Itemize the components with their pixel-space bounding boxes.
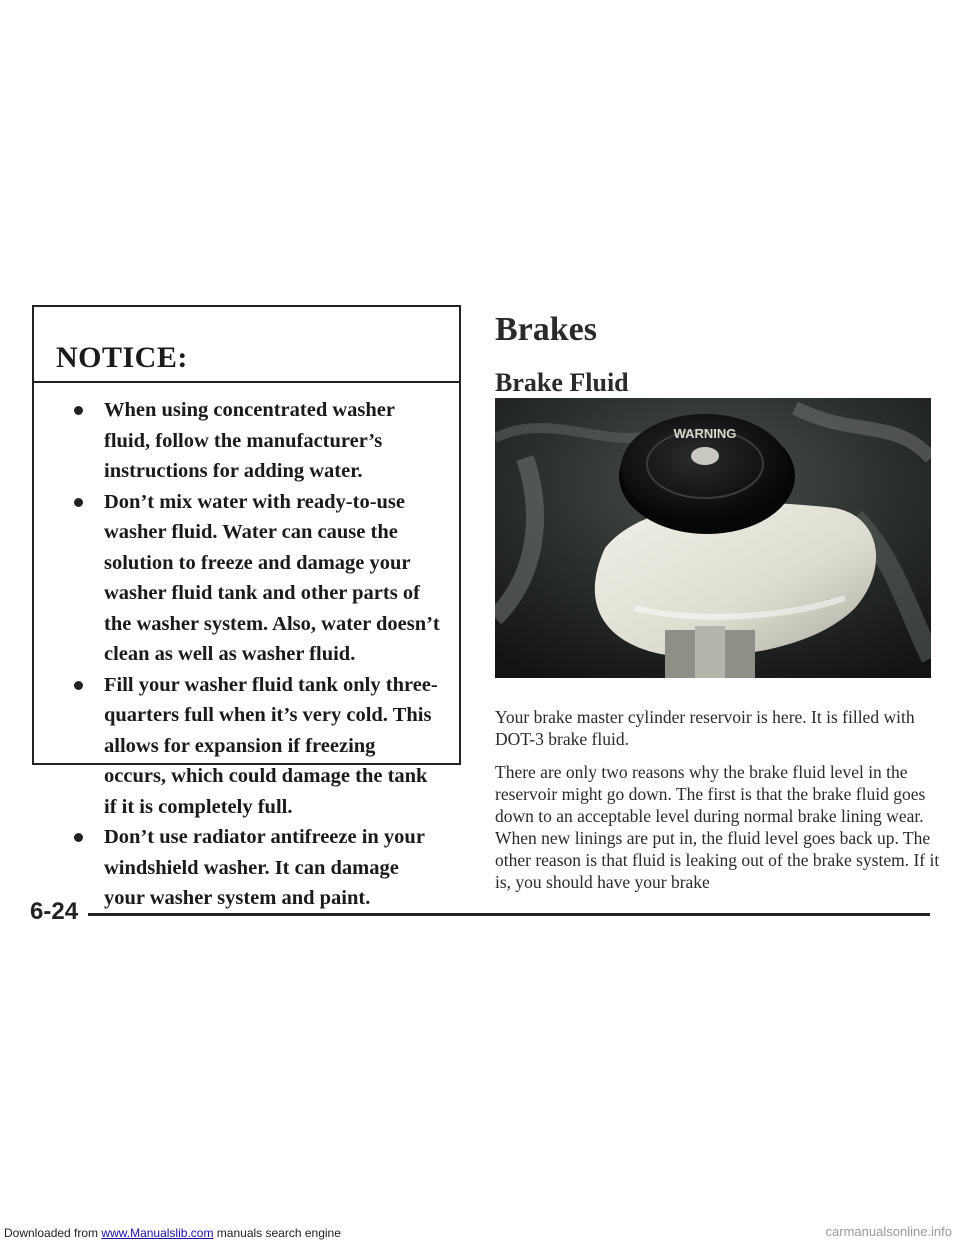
page-divider bbox=[88, 913, 930, 916]
notice-box bbox=[32, 305, 461, 909]
cap-warning-text: WARNING bbox=[673, 426, 737, 441]
section-subtitle: Brake Fluid bbox=[495, 368, 629, 397]
watermark: carmanualsonline.info bbox=[825, 1224, 952, 1239]
notice-item: Fill your washer fluid tank only three-quarters full when it’s very cold. This allows for expansion if freezing occurs, which could damage the tank if it is completely full. bbox=[34, 670, 459, 823]
bullet-icon bbox=[74, 498, 83, 507]
download-footer bbox=[4, 1226, 341, 1240]
footer-prefix: Downloaded from bbox=[4, 1226, 99, 1240]
brake-reservoir-image bbox=[495, 398, 931, 678]
paragraph-reservoir: Your brake master cylinder reservoir is here. It is filled with DOT-3 brake fluid. bbox=[495, 707, 915, 749]
brake-reservoir-photo bbox=[495, 398, 931, 678]
notice-item: Don’t mix water with ready-to-use washer fluid. Water can cause the solution to freeze and damage your washer fluid tank and other parts of the washer system. Also, water doesn’t clean as well as washer fluid. bbox=[34, 487, 459, 670]
footer-suffix: manuals search engine bbox=[216, 1226, 341, 1240]
notice-item: When using concentrated washer fluid, follow the manufacturer’s instructions for adding water. bbox=[34, 395, 459, 487]
bullet-icon bbox=[74, 406, 83, 415]
notice-title: NOTICE: bbox=[34, 307, 459, 383]
brakes-section bbox=[495, 310, 940, 398]
paragraph-fluid-level: There are only two reasons why the brake fluid level in the reservoir might go down. The first is that the brake fluid goes down to an acceptable level during normal brake lining wear. When new linings are put in, the fluid level goes back up. The other reason is that fluid is leaking out of the brake system. If it is, you should have your brake bbox=[495, 762, 940, 892]
bullet-icon bbox=[74, 681, 83, 690]
section-title: Brakes bbox=[495, 311, 597, 348]
manualslib-link[interactable]: www.Manualslib.com bbox=[101, 1226, 214, 1240]
notice-item: Don’t use radiator antifreeze in your windshield washer. It can damage your washer system and paint. bbox=[34, 822, 459, 914]
bullet-icon bbox=[74, 833, 83, 842]
page-number: 6-24 bbox=[30, 898, 79, 925]
notice-list bbox=[34, 383, 459, 914]
